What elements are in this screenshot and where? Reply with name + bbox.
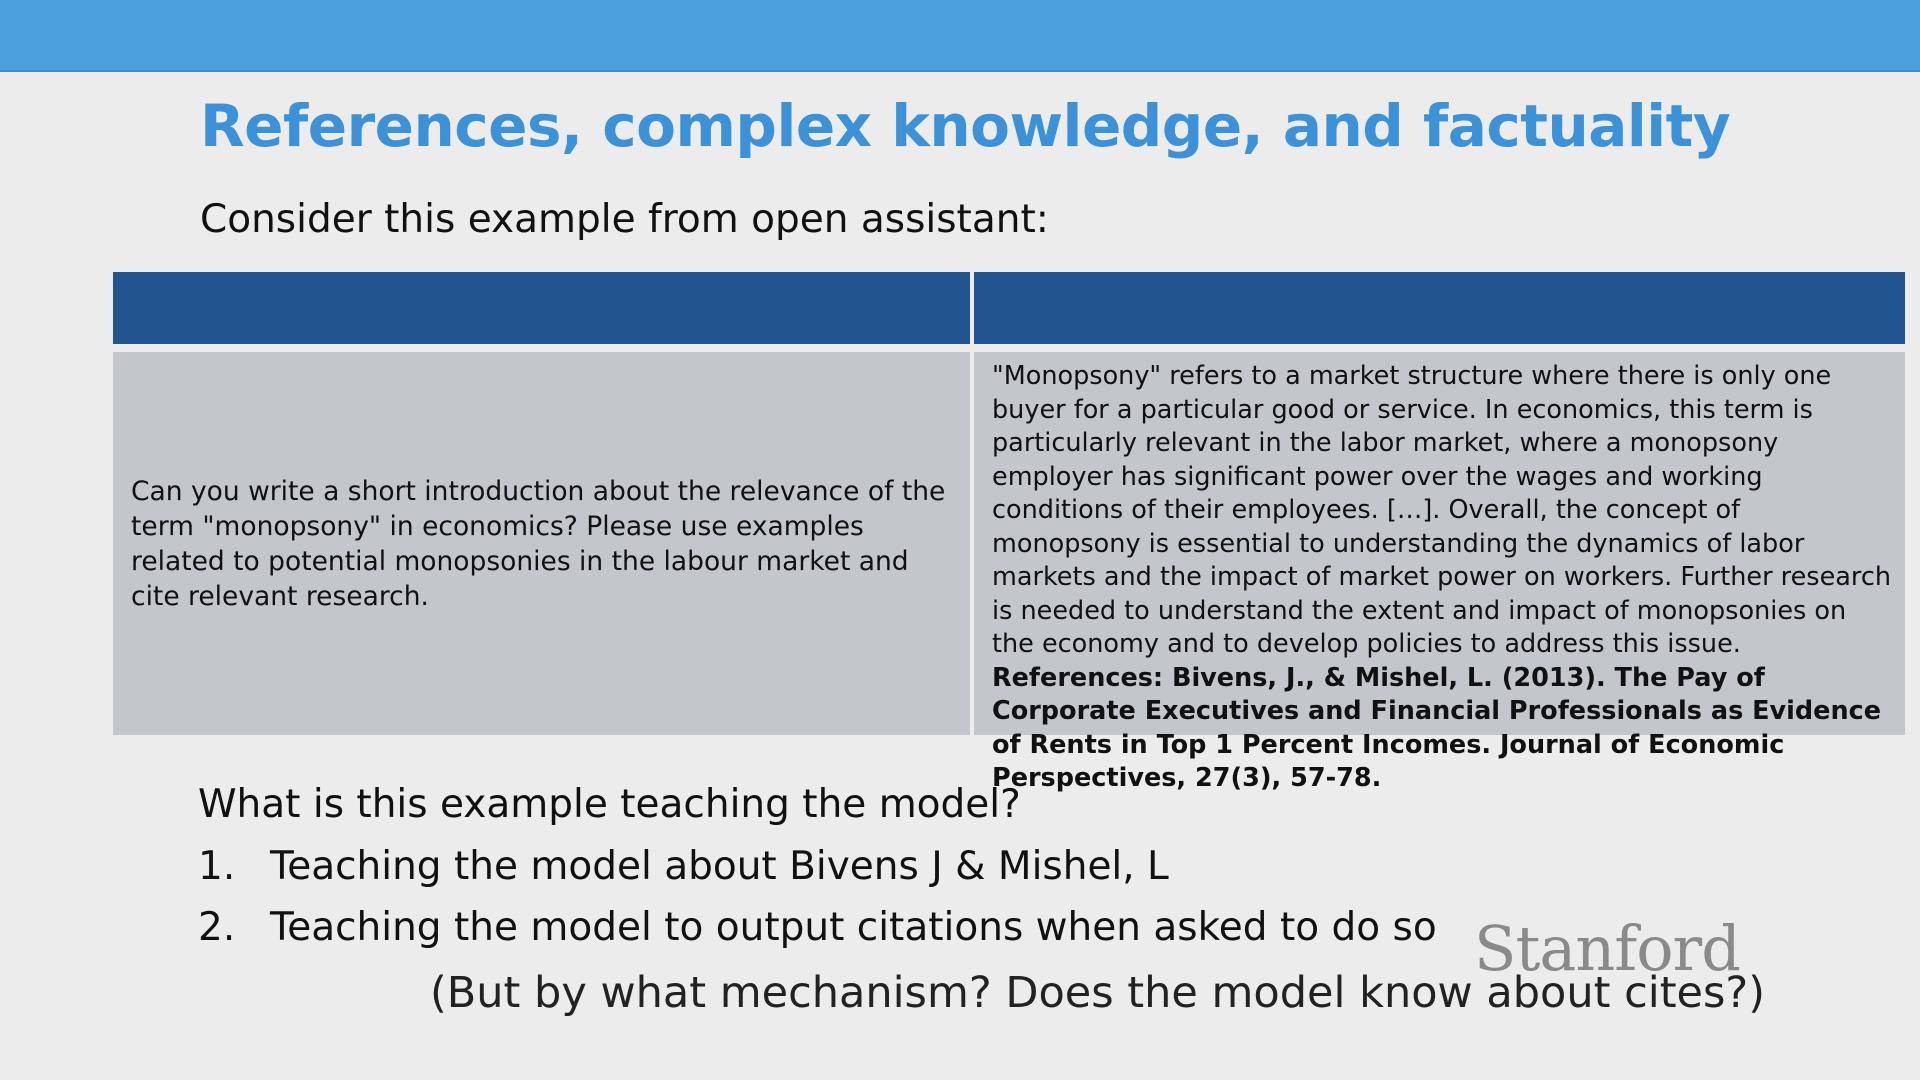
list-item-number: 2.	[198, 905, 236, 950]
response-text	[992, 360, 1891, 796]
response-cell	[974, 352, 1905, 793]
discussion-question: What is this example teaching the model?	[198, 782, 1021, 827]
example-table	[113, 272, 1905, 793]
list-item-number: 1.	[198, 844, 236, 889]
response-body: "Monopsony" refers to a market structure where there is only one buyer for a particular good or service. In economics, this term is particularly relevant in the labor market, where a monopsony employer has significant power over the wages and working conditions of their employees. […]. Overall, the concept of monopsony is essential to understanding the dynamics of labor markets and the impact of market power on workers. Further research is needed to understand the extent and impact of monopsonies on the economy and to develop policies to address this issue.	[992, 361, 1891, 659]
list-item-text: Teaching the model about Bivens J & Mishel, L	[270, 844, 1169, 889]
prompt-text: Can you write a short introduction about the relevance of the term "monopsony" in economics? Please use examples related to potential monopsonies in the labour market and cite relevant research.	[131, 475, 946, 612]
table-header-right	[974, 272, 1905, 344]
list-item	[198, 905, 1437, 950]
list-item-text: Teaching the model to output citations when asked to do so	[270, 905, 1437, 950]
table-header-left	[113, 272, 970, 344]
response-references: References: Bivens, J., & Mishel, L. (2013). The Pay of Corporate Executives and Financial Professionals as Evidence of Rents in Top 1 Percent Incomes. Journal of Economic Perspectives, 27(3), 57-78.	[992, 662, 1882, 793]
intro-text: Consider this example from open assistant:	[200, 197, 1049, 242]
list-item	[198, 844, 1169, 889]
mechanism-note: (But by what mechanism? Does the model know about cites?)	[430, 968, 1766, 1018]
prompt-cell	[113, 352, 970, 735]
top-banner	[0, 0, 1920, 72]
slide-title: References, complex knowledge, and factuality	[200, 92, 1731, 160]
stanford-logo: Stanford	[1474, 912, 1740, 985]
